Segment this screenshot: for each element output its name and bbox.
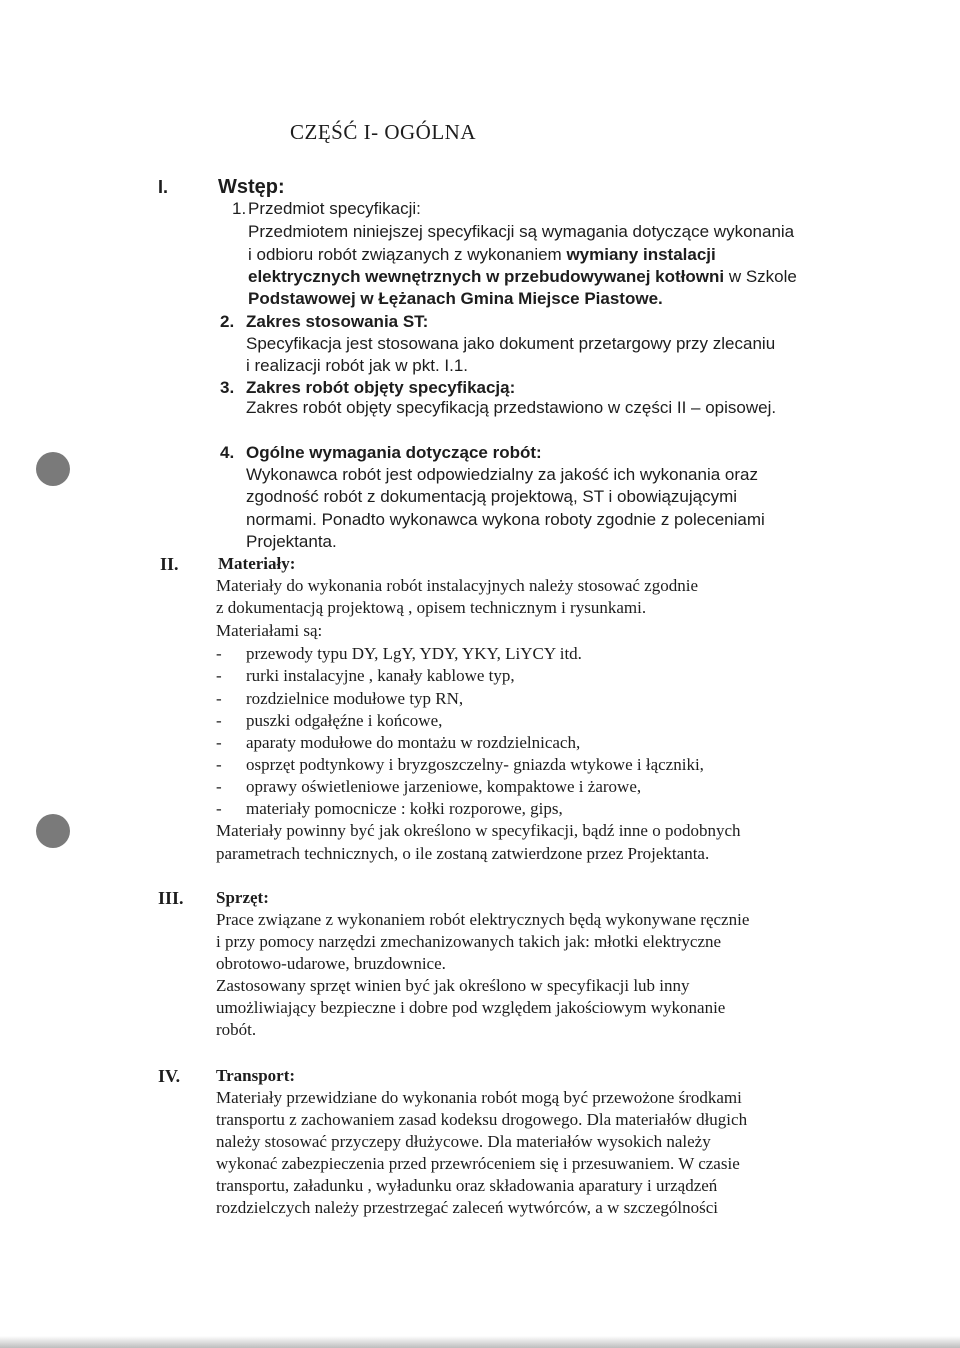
section-2-line-2: z dokumentacją projektową , opisem technicznym i rysunkami. <box>216 598 647 617</box>
section-3-number: III. <box>158 888 184 908</box>
section-4-number: IV. <box>158 1066 181 1086</box>
item-4-line-4: Projektanta. <box>246 532 337 551</box>
list-item-4: puszki odgałęźne i końcowe, <box>246 711 443 730</box>
item-4-number: 4. <box>220 443 235 462</box>
section-2-number: II. <box>160 554 179 574</box>
list-dash: - <box>216 711 222 730</box>
section-4-line-1: Materiały przewidziane do wykonania robót mogą być przewożone środkami <box>216 1088 742 1107</box>
list-item-1: przewody typu DY, LgY, YDY, YKY, LiYCY itd. <box>246 644 582 663</box>
item-3-number: 3. <box>220 378 235 397</box>
section-4-line-3: należy stosować przyczepy dłużycowe. Dla materiałów wysokich należy <box>216 1132 711 1151</box>
section-2-line-5: parametrach technicznych, o ile zostaną zatwierdzone przez Projektanta. <box>216 844 710 863</box>
item-2-title: Zakres stosowania ST: <box>246 312 429 331</box>
list-dash: - <box>216 799 222 818</box>
item-1-number: 1. <box>232 199 247 218</box>
item-2-line-1: Specyfikacja jest stosowana jako dokument przetargowy przy zlecaniu <box>246 334 776 353</box>
page-title: CZĘŚĆ I- OGÓLNA <box>290 120 476 144</box>
item-1-line-2 <box>248 244 716 266</box>
section-4-line-5: transportu, załadunku , wyładunku oraz składowania aparatury i urządzeń <box>216 1176 718 1195</box>
list-item-8: materiały pomocnicze : kołki rozporowe, gips, <box>246 799 563 818</box>
item-3-title: Zakres robót objęty specyfikacją: <box>246 378 516 397</box>
list-dash: - <box>216 689 222 708</box>
item-4-line-2: zgodność robót z dokumentacją projektową, ST i obowiązującymi <box>246 487 738 506</box>
item-1-line-2-bold: wymiany instalacji <box>566 245 716 264</box>
list-item-5: aparaty modułowe do montażu w rozdzielnicach, <box>246 733 581 752</box>
scan-edge-shadow <box>0 1336 960 1348</box>
list-item-3: rozdzielnice modułowe typ RN, <box>246 689 464 708</box>
section-2-heading: Materiały: <box>218 554 296 573</box>
item-3-line-1: Zakres robót objęty specyfikacją przedstawiono w części II – opisowej. <box>246 398 777 417</box>
section-4-line-4: wykonać zabezpieczenia przed przewróceniem się i przesuwaniem. W czasie <box>216 1154 740 1173</box>
list-dash: - <box>216 644 222 663</box>
list-dash: - <box>216 755 222 774</box>
item-4-line-3: normami. Ponadto wykonawca wykona roboty zgodnie z poleceniami <box>246 510 765 529</box>
list-item-2: rurki instalacyjne , kanały kablowe typ, <box>246 666 515 685</box>
section-3-heading: Sprzęt: <box>216 888 269 907</box>
section-2-line-1: Materiały do wykonania robót instalacyjnych należy stosować zgodnie <box>216 576 698 595</box>
section-3-line-2: i przy pomocy narzędzi zmechanizowanych takich jak: młotki elektryczne <box>216 932 722 951</box>
list-dash: - <box>216 666 222 685</box>
section-1-number: I. <box>158 177 169 197</box>
item-1-line-3 <box>248 266 797 288</box>
item-2-number: 2. <box>220 312 235 331</box>
section-3-line-1: Prace związane z wykonaniem robót elektrycznych będą wykonywane ręcznie <box>216 910 750 929</box>
section-3-line-5: umożliwiający bezpieczne i dobre pod względem jakościowym wykonanie <box>216 998 726 1017</box>
list-dash: - <box>216 777 222 796</box>
section-3-line-6: robót. <box>216 1020 257 1039</box>
section-4-line-6: rozdzielczych należy przestrzegać zaleceń wytwórców, a w szczególności <box>216 1198 719 1217</box>
section-1-heading: Wstęp: <box>218 176 285 198</box>
section-3-line-3: obrotowo-udarowe, bruzdownice. <box>216 954 446 973</box>
item-1-line-3-bold: elektrycznych wewnętrznych w przebudowywanej kotłowni <box>248 267 725 286</box>
item-1-title: Przedmiot specyfikacji: <box>248 199 421 218</box>
list-dash: - <box>216 733 222 752</box>
section-4-heading: Transport: <box>216 1066 296 1085</box>
item-2-line-2: i realizacji robót jak w pkt. I.1. <box>246 356 469 375</box>
item-1-line-1: Przedmiotem niniejszej specyfikacji są wymagania dotyczące wykonania <box>248 222 795 241</box>
list-item-6: osprzęt podtynkowy i bryzgoszczelny- gniazda wtykowe i łączniki, <box>246 755 704 774</box>
punch-hole-bottom <box>36 814 70 848</box>
section-4-line-2: transportu z zachowaniem zasad kodeksu drogowego. Dla materiałów długich <box>216 1110 748 1129</box>
list-item-7: oprawy oświetleniowe jarzeniowe, kompaktowe i żarowe, <box>246 777 642 796</box>
punch-hole-top <box>36 452 70 486</box>
item-1-line-3-text: w Szkole <box>724 267 797 286</box>
item-4-line-1: Wykonawca robót jest odpowiedzialny za jakość ich wykonania oraz <box>246 465 758 484</box>
item-1-line-2-text: i odbioru robót związanych z wykonaniem <box>248 245 567 264</box>
item-1-line-4: Podstawowej w Łężanach Gmina Miejsce Piastowe. <box>248 289 663 308</box>
section-2-line-4: Materiały powinny być jak określono w specyfikacji, bądź inne o podobnych <box>216 821 741 840</box>
section-2-line-3: Materiałami są: <box>216 621 323 640</box>
item-4-title: Ogólne wymagania dotyczące robót: <box>246 443 542 462</box>
section-3-line-4: Zastosowany sprzęt winien być jak określono w specyfikacji lub inny <box>216 976 690 995</box>
